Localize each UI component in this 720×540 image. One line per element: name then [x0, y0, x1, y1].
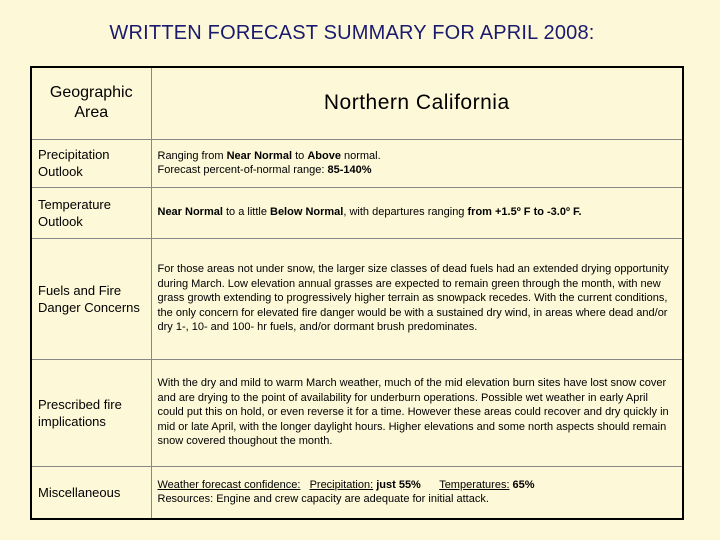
header-row: [31, 67, 683, 139]
temp-confidence-value: 65%: [509, 478, 535, 491]
confidence-label: Weather forecast confidence:: [157, 478, 301, 491]
precip-text-1: Ranging from: [157, 149, 227, 162]
miscellaneous-text: [151, 466, 683, 519]
miscellaneous-label: Miscellaneous: [31, 466, 151, 519]
temp-text-1: to a little: [222, 206, 270, 219]
miscellaneous-row: [31, 466, 683, 519]
fuels-text: For those areas not under snow, the larger size classes of dead fuels had an extended drying opportunity during March. Low elevation annual grasses are expected to remain green through the month, with new grass growth extending to progressively higher terrain as snowpack recedes. With the current conditions, the only concern for elevated fire danger would be with a sustained dry wind, in areas where dead and/or dry 1-, 10- and 100- hr fuels, and/or dormant brush predominates.: [151, 238, 683, 359]
fuels-row: [31, 238, 683, 359]
fuels-label: Fuels and Fire Danger Concerns: [31, 238, 151, 359]
precip-confidence-value: just 55%: [373, 478, 421, 491]
temp-confidence-label: Temperatures:: [439, 478, 510, 491]
page-title: WRITTEN FORECAST SUMMARY FOR APRIL 2008:: [109, 22, 595, 44]
precip-range-label: Forecast percent-of-normal range:: [157, 164, 328, 176]
temp-bold-near-normal: Near Normal: [157, 206, 223, 219]
precipitation-label: Precipitation Outlook: [31, 139, 151, 187]
precipitation-outlook-text: [151, 139, 683, 187]
precip-bold-above: Above: [307, 149, 341, 162]
temp-bold-departures: from +1.5º F to -3.0º F.: [467, 206, 582, 219]
precipitation-row: [31, 139, 683, 187]
forecast-table: [30, 66, 684, 520]
precip-confidence-label: Precipitation:: [309, 478, 374, 491]
geographic-area-header: Geographic Area: [31, 67, 151, 139]
temp-bold-below-normal: Below Normal: [270, 206, 344, 219]
region-header: Northern California: [151, 67, 683, 139]
precip-text-3: normal.: [340, 149, 381, 162]
temperature-outlook-text: [151, 187, 683, 238]
precip-bold-near-normal: Near Normal: [226, 149, 293, 162]
precip-text-2: to: [292, 149, 308, 162]
prescribed-fire-row: [31, 359, 683, 466]
prescribed-fire-label: Prescribed fire implications: [31, 359, 151, 466]
temp-text-2: , with departures ranging: [343, 206, 468, 219]
precip-range-value: 85-140%: [327, 164, 372, 176]
resources-text: Resources: Engine and crew capacity are adequate for initial attack.: [157, 493, 489, 506]
temperature-label: Temperature Outlook: [31, 187, 151, 238]
temperature-row: [31, 187, 683, 238]
prescribed-fire-text: With the dry and mild to warm March weather, much of the mid elevation burn sites have lost snow cover and are drying to the point of availability for underburn operations. Possible wet weather in early April could put this on hold, or even reverse it for a time. However these areas could recover and dry quickly in mid or late April, with the longer daylight hours. Higher elevations and some north aspects should remain snow covered thoughout the month.: [151, 359, 683, 466]
